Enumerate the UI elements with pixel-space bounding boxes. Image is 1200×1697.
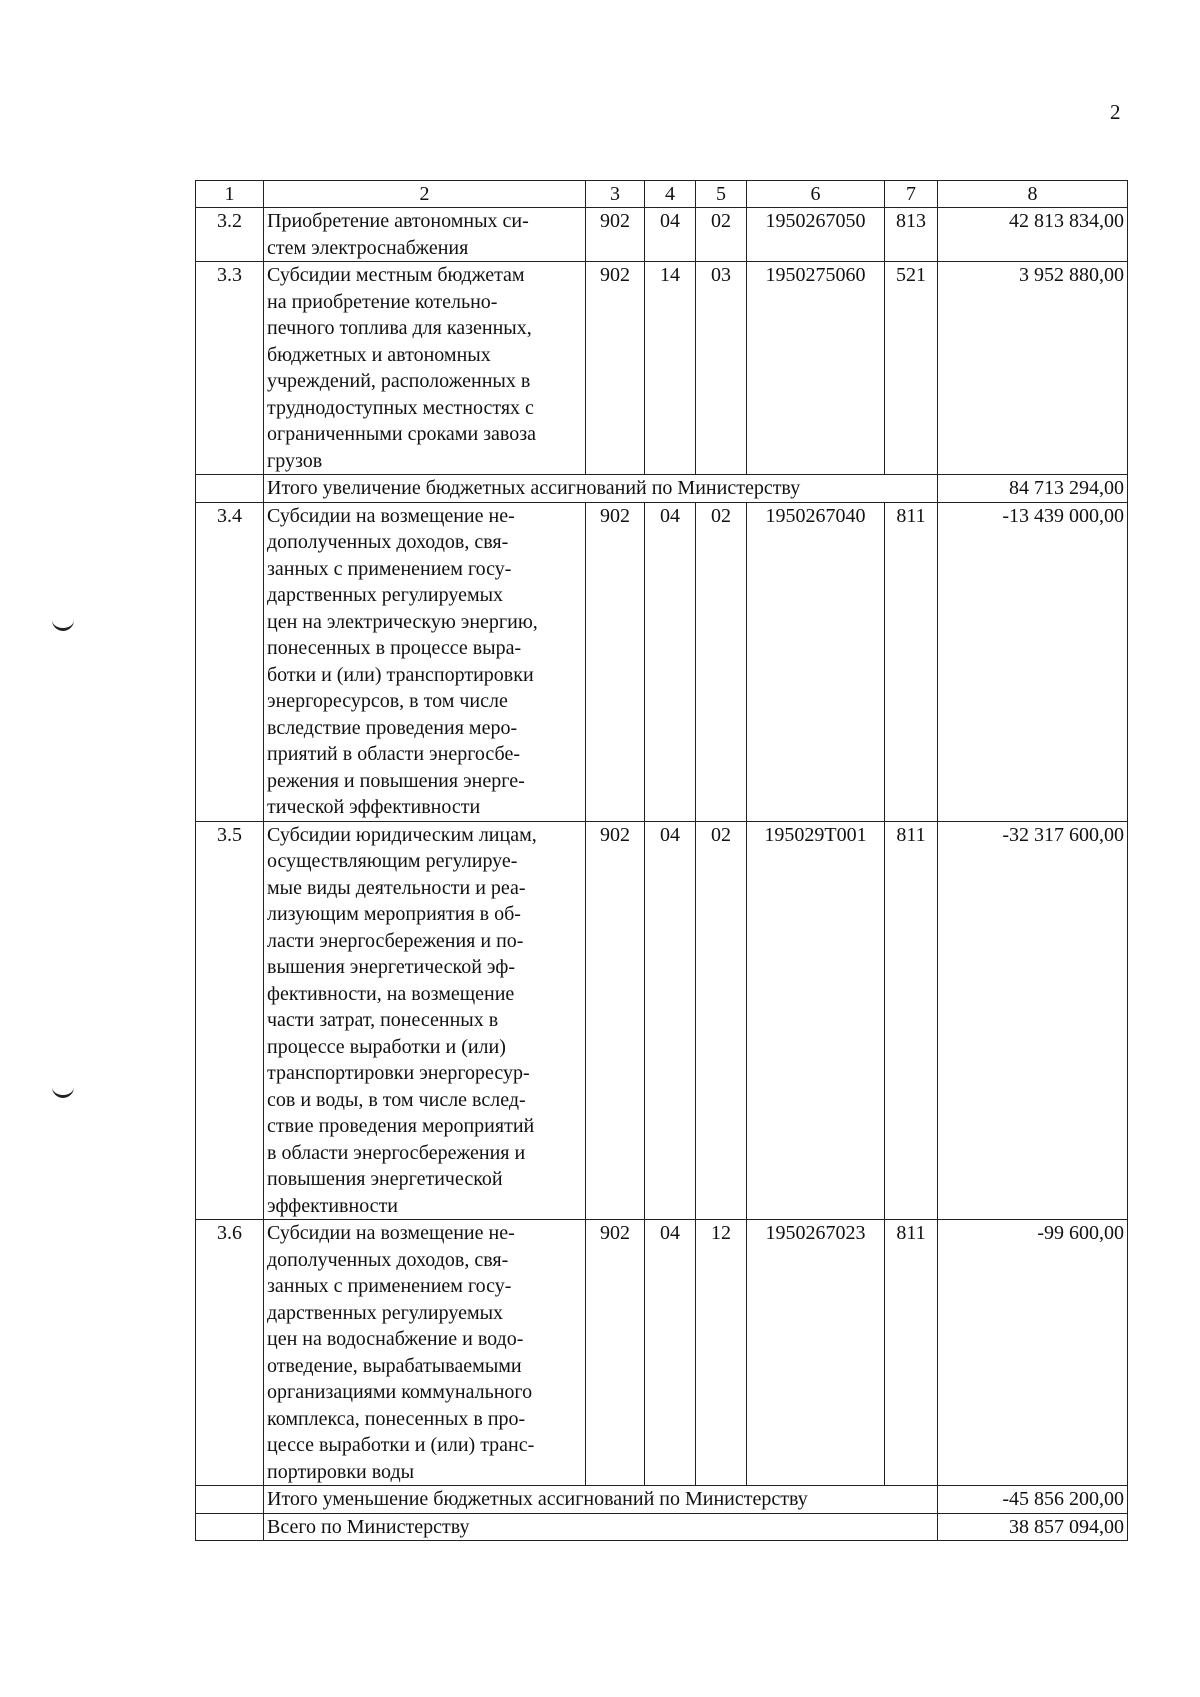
empty-cell <box>196 1513 264 1541</box>
grand-total-row <box>196 1513 1128 1541</box>
header-cell: 7 <box>885 181 938 208</box>
header-cell: 6 <box>747 181 885 208</box>
header-cell: 4 <box>645 181 696 208</box>
subsection-code: 02 <box>696 502 747 821</box>
empty-cell <box>196 475 264 503</box>
header-cell: 3 <box>586 181 645 208</box>
expense-type-code: 813 <box>885 208 938 262</box>
target-article-code: 1950267040 <box>747 502 885 821</box>
row-number: 3.3 <box>196 262 264 475</box>
row-description: Субсидии на возмещение не- дополученных доходов, свя- занных с применением госу- дарственных регулируемых цен на электрическую энергию, понесенных в процессе выра- ботки и (или) транспортировки энергоресурсов, в том числе вследствие проведения меро- приятий в области энергосбе- режения и повышения энерге- тической эффективности <box>264 502 586 821</box>
table-row <box>196 1220 1128 1486</box>
table-header-row <box>196 181 1128 208</box>
expense-type-code: 521 <box>885 262 938 475</box>
target-article-code: 1950275060 <box>747 262 885 475</box>
expense-type-code: 811 <box>885 1220 938 1486</box>
table-row <box>196 208 1128 262</box>
table-row <box>196 821 1128 1220</box>
row-amount: -13 439 000,00 <box>938 502 1128 821</box>
punch-hole-mark <box>52 1085 74 1098</box>
ministry-code: 902 <box>586 502 645 821</box>
table-row <box>196 262 1128 475</box>
section-code: 14 <box>645 262 696 475</box>
expense-type-code: 811 <box>885 821 938 1220</box>
section-code: 04 <box>645 1220 696 1486</box>
ministry-code: 902 <box>586 1220 645 1486</box>
target-article-code: 1950267023 <box>747 1220 885 1486</box>
ministry-code: 902 <box>586 262 645 475</box>
target-article-code: 195029Т001 <box>747 821 885 1220</box>
total-decrease-amount: -45 856 200,00 <box>938 1486 1128 1514</box>
target-article-code: 1950267050 <box>747 208 885 262</box>
ministry-code: 902 <box>586 208 645 262</box>
row-number: 3.4 <box>196 502 264 821</box>
budget-allocation-table <box>195 180 1128 1541</box>
row-amount: 42 813 834,00 <box>938 208 1128 262</box>
header-cell: 8 <box>938 181 1128 208</box>
header-cell: 2 <box>264 181 586 208</box>
total-decrease-label: Итого уменьшение бюджетных ассигнований по Министерству <box>264 1486 938 1514</box>
row-description: Субсидии местным бюджетам на приобретение котельно- печного топлива для казенных, бюджетных и автономных учреждений, расположенных в труднодоступных местностях с ограниченными сроками завоза грузов <box>264 262 586 475</box>
total-increase-row <box>196 475 1128 503</box>
row-description: Субсидии на возмещение не- дополученных доходов, свя- занных с применением госу- дарственных регулируемых цен на водоснабжение и водо- отведение, вырабатываемыми организациями коммунального комплекса, понесенных в про- цессе выработки и (или) транс- портировки воды <box>264 1220 586 1486</box>
subsection-code: 02 <box>696 208 747 262</box>
expense-type-code: 811 <box>885 502 938 821</box>
total-increase-label: Итого увеличение бюджетных ассигнований по Министерству <box>264 475 938 503</box>
row-number: 3.5 <box>196 821 264 1220</box>
row-amount: -32 317 600,00 <box>938 821 1128 1220</box>
page-number: 2 <box>1110 100 1121 124</box>
row-number: 3.6 <box>196 1220 264 1486</box>
header-cell: 5 <box>696 181 747 208</box>
row-amount: 3 952 880,00 <box>938 262 1128 475</box>
header-cell: 1 <box>196 181 264 208</box>
section-code: 04 <box>645 502 696 821</box>
total-decrease-row <box>196 1486 1128 1514</box>
punch-hole-mark <box>52 618 74 631</box>
grand-total-amount: 38 857 094,00 <box>938 1513 1128 1541</box>
ministry-code: 902 <box>586 821 645 1220</box>
empty-cell <box>196 1486 264 1514</box>
section-code: 04 <box>645 208 696 262</box>
table-row <box>196 502 1128 821</box>
total-increase-amount: 84 713 294,00 <box>938 475 1128 503</box>
row-description: Субсидии юридическим лицам, осуществляющим регулируе- мые виды деятельности и реа- лизующим мероприятия в об- ласти энергосбережения и по- вышения энергетической эф- фективности, на возмещение части затрат, понесенных в процессе выработки и (или) транспортировки энергоресур- сов и воды, в том числе вслед- ствие проведения мероприятий в области энергосбережения и повышения энергетической эффективности <box>264 821 586 1220</box>
grand-total-label: Всего по Министерству <box>264 1513 938 1541</box>
section-code: 04 <box>645 821 696 1220</box>
subsection-code: 12 <box>696 1220 747 1486</box>
subsection-code: 03 <box>696 262 747 475</box>
row-amount: -99 600,00 <box>938 1220 1128 1486</box>
row-number: 3.2 <box>196 208 264 262</box>
subsection-code: 02 <box>696 821 747 1220</box>
row-description: Приобретение автономных си- стем электроснабжения <box>264 208 586 262</box>
